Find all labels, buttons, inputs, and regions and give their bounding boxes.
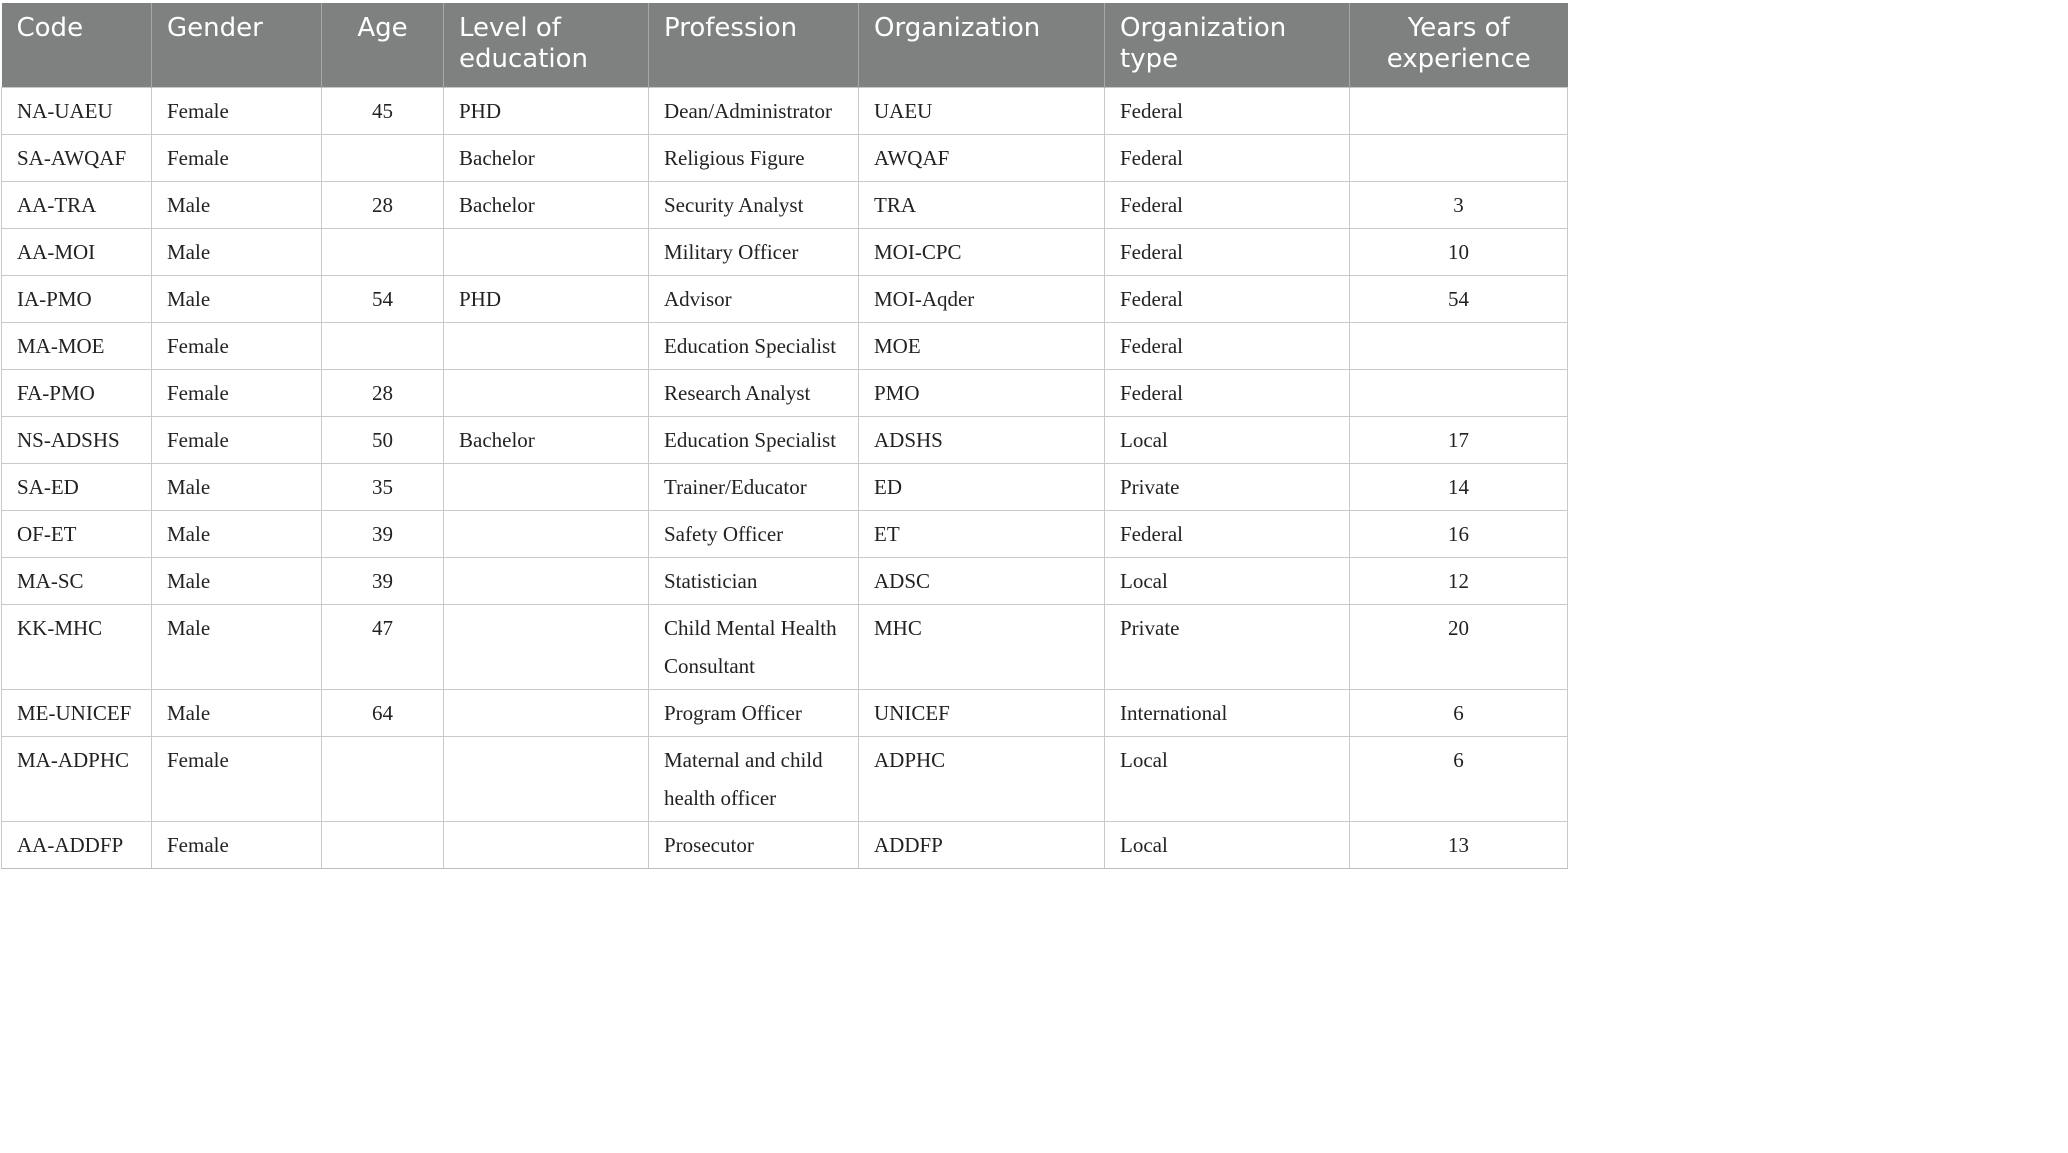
cell-age: 45 [322,87,444,134]
cell-years-of-experience: 12 [1350,557,1568,604]
cell-organization-type: Local [1105,557,1350,604]
cell-years-of-experience: 14 [1350,463,1568,510]
cell-years-of-experience: 17 [1350,416,1568,463]
cell-organization: ET [859,510,1105,557]
cell-gender: Male [152,463,322,510]
cell-gender: Male [152,510,322,557]
cell-organization: TRA [859,181,1105,228]
cell-gender: Male [152,557,322,604]
cell-gender: Male [152,604,322,689]
cell-level-of-education [444,557,649,604]
cell-age [322,736,444,821]
cell-organization-type: Local [1105,736,1350,821]
cell-gender: Female [152,134,322,181]
cell-organization: ADDFP [859,821,1105,868]
cell-age: 47 [322,604,444,689]
cell-code: MA-ADPHC [2,736,152,821]
cell-code: MA-SC [2,557,152,604]
cell-gender: Female [152,821,322,868]
cell-years-of-experience: 3 [1350,181,1568,228]
table-row [2,821,1568,868]
cell-profession: Security Analyst [649,181,859,228]
cell-level-of-education [444,369,649,416]
cell-code: AA-TRA [2,181,152,228]
table-row [2,134,1568,181]
cell-organization: MOI-Aqder [859,275,1105,322]
cell-gender: Male [152,275,322,322]
cell-age: 35 [322,463,444,510]
header-row [2,3,1568,87]
cell-level-of-education [444,228,649,275]
cell-organization-type: International [1105,689,1350,736]
cell-level-of-education [444,322,649,369]
cell-years-of-experience [1350,369,1568,416]
table-row [2,510,1568,557]
cell-organization-type: Federal [1105,510,1350,557]
table-row [2,736,1568,821]
table-row [2,369,1568,416]
cell-organization: UNICEF [859,689,1105,736]
cell-age: 54 [322,275,444,322]
table-row [2,604,1568,689]
cell-years-of-experience: 6 [1350,736,1568,821]
cell-gender: Female [152,736,322,821]
cell-profession: Program Officer [649,689,859,736]
cell-years-of-experience: 13 [1350,821,1568,868]
cell-code: OF-ET [2,510,152,557]
header-level-of-education: Level of education [444,3,649,87]
cell-code: NS-ADSHS [2,416,152,463]
table-body [2,87,1568,868]
cell-code: MA-MOE [2,322,152,369]
header-gender: Gender [152,3,322,87]
cell-age [322,134,444,181]
cell-age: 64 [322,689,444,736]
cell-organization: ED [859,463,1105,510]
cell-level-of-education [444,689,649,736]
cell-organization-type: Private [1105,463,1350,510]
cell-years-of-experience: 54 [1350,275,1568,322]
cell-age [322,322,444,369]
cell-organization-type: Local [1105,416,1350,463]
cell-level-of-education [444,463,649,510]
cell-organization: UAEU [859,87,1105,134]
table-row [2,557,1568,604]
table-header [2,3,1568,87]
cell-age: 39 [322,557,444,604]
cell-age: 28 [322,181,444,228]
cell-organization: MOI-CPC [859,228,1105,275]
cell-age: 28 [322,369,444,416]
table-row [2,275,1568,322]
cell-profession: Education Specialist [649,416,859,463]
cell-code: SA-AWQAF [2,134,152,181]
cell-profession: Dean/Administrator [649,87,859,134]
cell-level-of-education: PHD [444,275,649,322]
table-row [2,181,1568,228]
cell-code: AA-ADDFP [2,821,152,868]
cell-organization: PMO [859,369,1105,416]
cell-gender: Male [152,228,322,275]
cell-gender: Female [152,322,322,369]
cell-organization-type: Federal [1105,87,1350,134]
cell-organization: ADSHS [859,416,1105,463]
cell-organization: MHC [859,604,1105,689]
cell-organization-type: Local [1105,821,1350,868]
cell-level-of-education: Bachelor [444,416,649,463]
cell-profession: Research Analyst [649,369,859,416]
cell-age: 50 [322,416,444,463]
cell-years-of-experience: 20 [1350,604,1568,689]
cell-organization-type: Private [1105,604,1350,689]
cell-organization-type: Federal [1105,369,1350,416]
cell-profession: Prosecutor [649,821,859,868]
cell-organization: MOE [859,322,1105,369]
cell-gender: Male [152,181,322,228]
header-code: Code [2,3,152,87]
cell-years-of-experience [1350,87,1568,134]
cell-code: IA-PMO [2,275,152,322]
cell-profession: Education Specialist [649,322,859,369]
header-years-of-experience: Years of experience [1350,3,1568,87]
cell-level-of-education [444,604,649,689]
cell-code: SA-ED [2,463,152,510]
cell-organization-type: Federal [1105,322,1350,369]
table-row [2,228,1568,275]
cell-organization: AWQAF [859,134,1105,181]
cell-profession: Religious Figure [649,134,859,181]
cell-code: KK-MHC [2,604,152,689]
table-row [2,87,1568,134]
cell-years-of-experience: 6 [1350,689,1568,736]
cell-years-of-experience: 16 [1350,510,1568,557]
cell-code: ME-UNICEF [2,689,152,736]
cell-years-of-experience: 10 [1350,228,1568,275]
cell-gender: Female [152,369,322,416]
cell-level-of-education: Bachelor [444,134,649,181]
cell-organization: ADSC [859,557,1105,604]
cell-years-of-experience [1350,322,1568,369]
cell-profession: Advisor [649,275,859,322]
header-age: Age [322,3,444,87]
cell-organization: ADPHC [859,736,1105,821]
cell-code: AA-MOI [2,228,152,275]
table-row [2,322,1568,369]
cell-profession: Child Mental Health Consultant [649,604,859,689]
cell-organization-type: Federal [1105,275,1350,322]
cell-organization-type: Federal [1105,228,1350,275]
participants-table [1,3,1568,869]
table-row [2,689,1568,736]
table-row [2,463,1568,510]
cell-code: FA-PMO [2,369,152,416]
cell-years-of-experience [1350,134,1568,181]
cell-gender: Male [152,689,322,736]
cell-organization-type: Federal [1105,134,1350,181]
header-organization: Organization [859,3,1105,87]
cell-level-of-education [444,510,649,557]
cell-profession: Maternal and child health officer [649,736,859,821]
cell-profession: Trainer/Educator [649,463,859,510]
cell-age [322,228,444,275]
header-profession: Profession [649,3,859,87]
header-organization-type: Organization type [1105,3,1350,87]
cell-profession: Military Officer [649,228,859,275]
cell-level-of-education: PHD [444,87,649,134]
cell-gender: Female [152,87,322,134]
cell-age [322,821,444,868]
cell-level-of-education [444,821,649,868]
cell-level-of-education: Bachelor [444,181,649,228]
cell-profession: Safety Officer [649,510,859,557]
cell-organization-type: Federal [1105,181,1350,228]
table-row [2,416,1568,463]
cell-level-of-education [444,736,649,821]
cell-profession: Statistician [649,557,859,604]
cell-age: 39 [322,510,444,557]
cell-code: NA-UAEU [2,87,152,134]
cell-gender: Female [152,416,322,463]
